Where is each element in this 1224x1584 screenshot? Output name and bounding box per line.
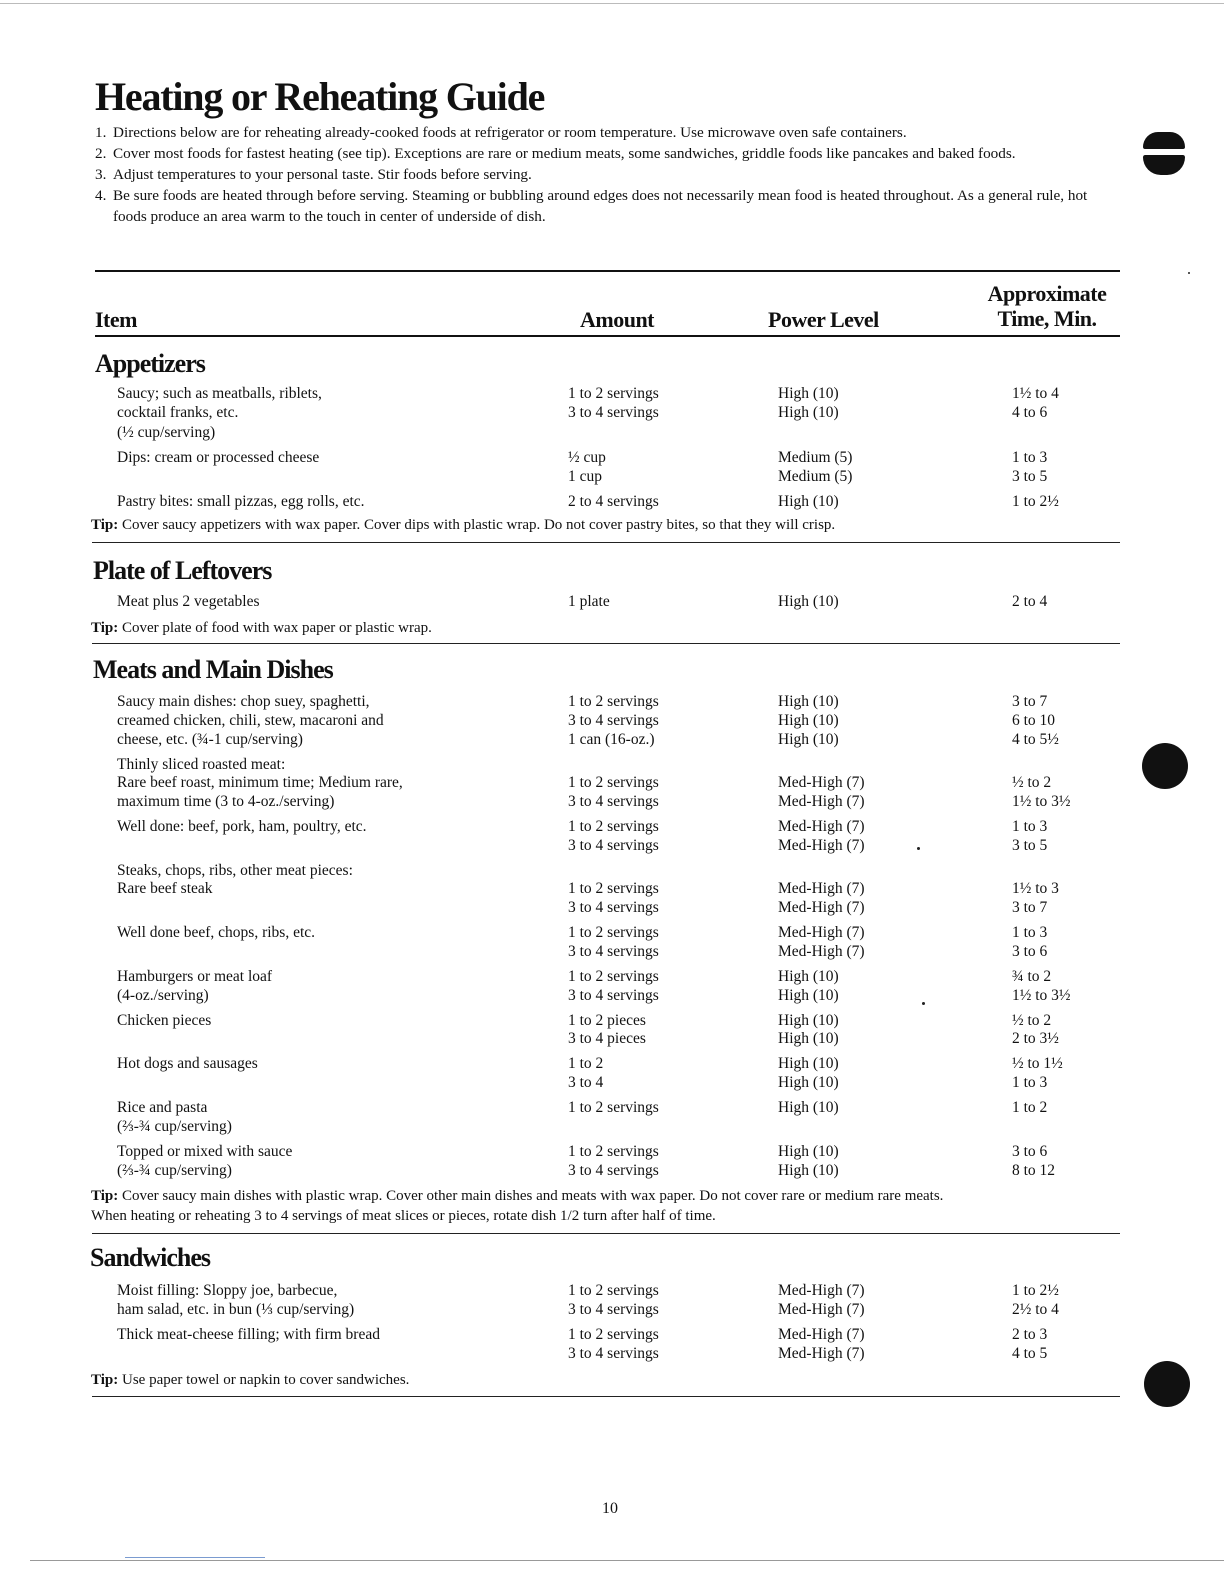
direction-text: Cover most foods for fastest heating (see tip). Exceptions are rare or medium meats, some sandwiches, griddle foods like pancakes and baked foods. [113, 145, 1016, 162]
item-text: creamed chicken, chili, stew, macaroni and [117, 712, 384, 729]
binder-hole-middle [1142, 743, 1188, 789]
amount-cell: 1 to 2 servings [568, 968, 659, 985]
amount-cell: ½ cup [568, 449, 606, 466]
direction-item [95, 185, 1095, 227]
time-cell: 2½ to 4 [1012, 1301, 1059, 1318]
power-level-cell: High (10) [778, 493, 839, 510]
power-level-cell: High (10) [778, 712, 839, 729]
amount-cell: 1 to 2 servings [568, 1326, 659, 1343]
item-text: (4-oz./serving) [117, 987, 209, 1004]
time-cell: 3 to 7 [1012, 693, 1048, 710]
time-cell: 2 to 4 [1012, 593, 1048, 610]
time-cell: 8 to 12 [1012, 1162, 1056, 1179]
time-cell: ½ to 2 [1012, 774, 1052, 791]
amount-cell: 1 to 2 servings [568, 818, 659, 835]
power-level-cell: High (10) [778, 1030, 839, 1047]
time-cell: 6 to 10 [1012, 712, 1056, 729]
time-cell: 1 to 3 [1012, 818, 1048, 835]
amount-cell: 1 can (16-oz.) [568, 731, 655, 748]
item-text: Chicken pieces [117, 1012, 212, 1029]
time-cell: 1½ to 3 [1012, 880, 1059, 897]
column-header-time-line1: Approximate [987, 281, 1107, 306]
direction-number: 1. [95, 124, 107, 141]
direction-item [95, 164, 1095, 185]
amount-cell: 1 to 2 [568, 1055, 604, 1072]
direction-number: 2. [95, 145, 107, 162]
amount-cell: 3 to 4 servings [568, 1345, 659, 1362]
time-cell: 4 to 5½ [1012, 731, 1059, 748]
section-rule [92, 1233, 1120, 1234]
power-level-cell: Med-High (7) [778, 818, 865, 835]
amount-cell: 3 to 4 pieces [568, 1030, 646, 1047]
amount-cell: 1 to 2 servings [568, 693, 659, 710]
power-level-cell: Med-High (7) [778, 1301, 865, 1318]
binder-mark-top [1143, 132, 1185, 149]
amount-cell: 3 to 4 servings [568, 1301, 659, 1318]
item-text: Topped or mixed with sauce [117, 1143, 293, 1160]
tip-meats [91, 1186, 943, 1206]
amount-cell: 3 to 4 servings [568, 712, 659, 729]
tip-label: Tip: [91, 1372, 119, 1388]
power-level-cell: Med-High (7) [778, 899, 865, 916]
power-level-cell: High (10) [778, 593, 839, 610]
section-rule [92, 643, 1120, 644]
amount-cell: 3 to 4 servings [568, 837, 659, 854]
column-header-item: Item [95, 307, 137, 332]
item-text: (½ cup/serving) [117, 424, 216, 441]
power-level-cell: High (10) [778, 385, 839, 402]
power-level-cell: Med-High (7) [778, 924, 865, 941]
time-cell: 2 to 3 [1012, 1326, 1048, 1343]
item-text: Hot dogs and sausages [117, 1055, 258, 1072]
time-cell: 1 to 3 [1012, 924, 1048, 941]
power-level-cell: High (10) [778, 1162, 839, 1179]
item-text: Saucy main dishes: chop suey, spaghetti, [117, 693, 370, 710]
power-level-cell: High (10) [778, 1143, 839, 1160]
header-bottom-rule [95, 335, 1120, 337]
tip-label: Tip: [91, 1188, 119, 1204]
amount-cell: 1 to 2 servings [568, 1099, 659, 1116]
amount-cell: 3 to 4 servings [568, 987, 659, 1004]
item-text: Steaks, chops, ribs, other meat pieces: [117, 862, 353, 879]
time-cell: 3 to 6 [1012, 1143, 1048, 1160]
time-cell: ½ to 2 [1012, 1012, 1052, 1029]
speck [922, 1002, 925, 1005]
amount-cell: 1 to 2 servings [568, 774, 659, 791]
section-rule [92, 1396, 1120, 1397]
item-text: Hamburgers or meat loaf [117, 968, 273, 985]
item-text: Dips: cream or processed cheese [117, 449, 320, 466]
time-cell: 3 to 5 [1012, 468, 1048, 485]
time-cell: 1½ to 3½ [1012, 793, 1071, 810]
power-level-cell: Med-High (7) [778, 943, 865, 960]
item-text: cocktail franks, etc. [117, 404, 239, 421]
direction-text: Directions below are for reheating already-cooked foods at refrigerator or room temperature. Use microwave oven safe containers. [113, 124, 907, 141]
power-level-cell: High (10) [778, 987, 839, 1004]
tip-leftovers [91, 618, 432, 638]
amount-cell: 2 to 4 servings [568, 493, 659, 510]
power-level-cell: High (10) [778, 693, 839, 710]
time-cell: 1 to 2½ [1012, 1282, 1059, 1299]
item-text: Well done beef, chops, ribs, etc. [117, 924, 316, 941]
power-level-cell: High (10) [778, 731, 839, 748]
direction-text: Adjust temperatures to your personal taste. Stir foods before serving. [113, 166, 532, 183]
directions-list [95, 122, 1095, 227]
section-title-leftovers: Plate of Leftovers [93, 556, 272, 585]
time-cell: 4 to 5 [1012, 1345, 1048, 1362]
direction-item [95, 122, 1095, 143]
item-text: Rare beef roast, minimum time; Medium rare, [117, 774, 403, 791]
power-level-cell: Med-High (7) [778, 1345, 865, 1362]
item-text: Well done: beef, pork, ham, poultry, etc. [117, 818, 367, 835]
amount-cell: 3 to 4 servings [568, 1162, 659, 1179]
binder-mark-top-lower [1143, 155, 1185, 175]
section-title-appetizers: Appetizers [95, 349, 205, 378]
power-level-cell: Med-High (7) [778, 880, 865, 897]
tip-label: Tip: [91, 517, 119, 533]
time-cell: 1½ to 3½ [1012, 987, 1071, 1004]
section-title-sandwiches: Sandwiches [90, 1243, 211, 1272]
page-title: Heating or Reheating Guide [95, 74, 545, 119]
time-cell: 3 to 5 [1012, 837, 1048, 854]
binder-hole-bottom [1144, 1361, 1190, 1407]
time-cell: 3 to 7 [1012, 899, 1048, 916]
time-cell: ¾ to 2 [1012, 968, 1052, 985]
column-header-time-line2: Time, Min. [997, 306, 1097, 331]
amount-cell: 1 to 2 servings [568, 924, 659, 941]
power-level-cell: High (10) [778, 968, 839, 985]
tip-text: Cover saucy main dishes with plastic wrap. Cover other main dishes and meats with wax paper. Do not cover rare or medium rare meats. [118, 1188, 944, 1204]
time-cell: 1 to 3 [1012, 1074, 1048, 1091]
item-text: cheese, etc. (¾-1 cup/serving) [117, 731, 303, 748]
power-level-cell: Med-High (7) [778, 774, 865, 791]
time-cell: 1½ to 4 [1012, 385, 1059, 402]
power-level-cell: High (10) [778, 404, 839, 421]
top-rule [0, 3, 1224, 4]
tip-text: Cover saucy appetizers with wax paper. Cover dips with plastic wrap. Do not cover pastry bites, so that they will crisp. [118, 517, 836, 533]
amount-cell: 3 to 4 servings [568, 899, 659, 916]
tip-continuation: When heating or reheating 3 to 4 servings of meat slices or pieces, rotate dish 1/2 turn after half of time. [91, 1208, 716, 1224]
column-header-amount: Amount [580, 307, 655, 332]
item-text: Rare beef steak [117, 880, 213, 897]
power-level-cell: Med-High (7) [778, 1326, 865, 1343]
amount-cell: 1 to 2 pieces [568, 1012, 646, 1029]
power-level-cell: High (10) [778, 1074, 839, 1091]
time-cell: 1 to 2½ [1012, 493, 1059, 510]
time-cell: 3 to 6 [1012, 943, 1048, 960]
time-cell: 1 to 2 [1012, 1099, 1048, 1116]
direction-text: Be sure foods are heated through before serving. Steaming or bubbling around edges does not necessarily mean food is heated throughout. As a general rule, hot foods produce an area warm to the touch in center of underside of dish. [113, 187, 1088, 225]
power-level-cell: Medium (5) [778, 468, 853, 485]
power-level-cell: High (10) [778, 1099, 839, 1116]
direction-number: 3. [95, 166, 107, 183]
bottom-rule [30, 1560, 1224, 1561]
power-level-cell: Med-High (7) [778, 1282, 865, 1299]
item-text: Thinly sliced roasted meat: [117, 756, 286, 773]
tip-text: Cover plate of food with wax paper or plastic wrap. [118, 620, 432, 636]
item-text: Saucy; such as meatballs, riblets, [117, 385, 322, 402]
power-level-cell: High (10) [778, 1012, 839, 1029]
power-level-cell: High (10) [778, 1055, 839, 1072]
direction-item [95, 143, 1095, 164]
section-title-meats: Meats and Main Dishes [93, 655, 333, 684]
amount-cell: 3 to 4 servings [568, 404, 659, 421]
bottom-accent [125, 1557, 265, 1558]
amount-cell: 1 to 2 servings [568, 880, 659, 897]
amount-cell: 1 cup [568, 468, 603, 485]
time-cell: 1 to 3 [1012, 449, 1048, 466]
power-level-cell: Medium (5) [778, 449, 853, 466]
amount-cell: 3 to 4 servings [568, 793, 659, 810]
item-text: Thick meat-cheese filling; with firm bread [117, 1326, 380, 1343]
power-level-cell: Med-High (7) [778, 837, 865, 854]
power-level-cell: Med-High (7) [778, 793, 865, 810]
item-text: (⅔-¾ cup/serving) [117, 1118, 232, 1135]
item-text: Rice and pasta [117, 1099, 208, 1116]
tip-appetizers [91, 515, 835, 535]
page-number: 10 [602, 1500, 618, 1517]
section-rule [92, 542, 1120, 543]
amount-cell: 1 to 2 servings [568, 1143, 659, 1160]
item-text: (⅔-¾ cup/serving) [117, 1162, 232, 1179]
time-cell: 2 to 3½ [1012, 1030, 1059, 1047]
time-cell: 4 to 6 [1012, 404, 1048, 421]
time-cell: ½ to 1½ [1012, 1055, 1063, 1072]
speck [1188, 272, 1190, 274]
amount-cell: 1 to 2 servings [568, 385, 659, 402]
tip-label: Tip: [91, 620, 119, 636]
speck [917, 847, 920, 850]
item-text: Moist filling: Sloppy joe, barbecue, [117, 1282, 338, 1299]
amount-cell: 1 to 2 servings [568, 1282, 659, 1299]
tip-sandwiches [91, 1370, 409, 1390]
item-text: Meat plus 2 vegetables [117, 593, 260, 610]
amount-cell: 3 to 4 [568, 1074, 604, 1091]
item-text: Pastry bites: small pizzas, egg rolls, etc. [117, 493, 365, 510]
direction-number: 4. [95, 187, 107, 204]
tip-text: Use paper towel or napkin to cover sandwiches. [118, 1372, 410, 1388]
column-header-power-level: Power Level [768, 307, 879, 332]
amount-cell: 3 to 4 servings [568, 943, 659, 960]
item-text: ham salad, etc. in bun (⅓ cup/serving) [117, 1301, 355, 1318]
table-top-rule [95, 270, 1120, 272]
item-text: maximum time (3 to 4-oz./serving) [117, 793, 335, 810]
amount-cell: 1 plate [568, 593, 610, 610]
